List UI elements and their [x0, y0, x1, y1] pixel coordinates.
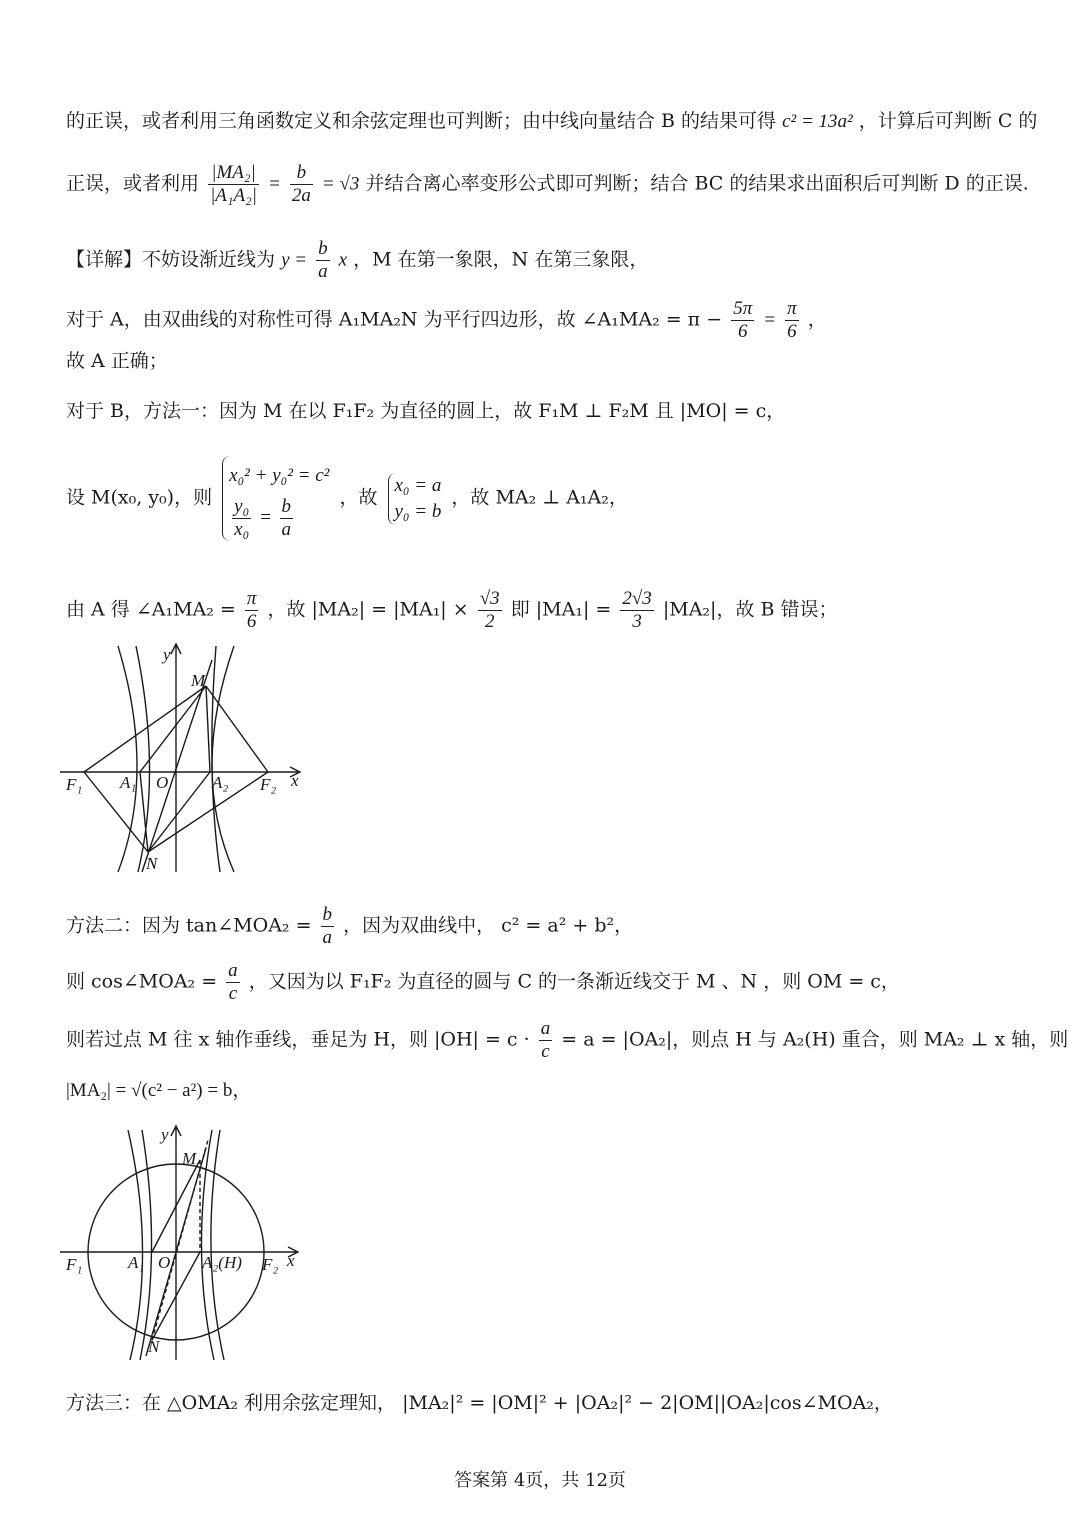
line7-system-1 — [222, 456, 329, 541]
line7-text-b: ，故 — [339, 486, 378, 509]
text-line-10 — [66, 960, 900, 1005]
fig1-hyperbola-right-branch — [212, 646, 234, 872]
line7-sys4: y₀ = b — [394, 500, 442, 522]
text-line-2 — [66, 162, 1029, 207]
line2-frac1-num: |MA₂| — [208, 162, 259, 185]
line8-text-b: ，故 |MA₂| = |MA₁| × — [267, 598, 469, 621]
line11-fraction — [539, 1018, 553, 1063]
line7-sys2 — [229, 496, 329, 541]
line8-text-a: 由 A 得 ∠A₁MA₂ = — [66, 598, 236, 621]
line4-text-a: 对于 A，由双曲线的对称性可得 A₁MA₂N 为平行四边形，故 ∠A₁MA₂ = π − — [66, 308, 723, 331]
line7-sys1: x₀² + y₀² = c² — [229, 465, 330, 486]
text-line-1 — [66, 108, 1037, 135]
line8-fraction-1 — [245, 588, 259, 633]
fig2-hyperbola-left-branch — [140, 1130, 152, 1360]
line10-fraction — [226, 960, 240, 1005]
fig2-label-y: y — [161, 1125, 169, 1144]
fig1-label-A1: A₁ — [120, 773, 137, 792]
fig1-label-y: y — [163, 645, 171, 664]
line4-frac1-den: 6 — [737, 321, 748, 342]
line4-fraction-1 — [731, 298, 754, 343]
line7-text-a: 设 M(x₀, y₀)，则 — [66, 486, 213, 509]
line3-frac-den: a — [318, 261, 328, 282]
line2-sqrt: = √3 — [321, 173, 360, 195]
text-line-4 — [66, 298, 827, 343]
line3-frac-num: b — [318, 238, 328, 259]
line4-frac1-num: 5π — [733, 298, 753, 319]
line7-system-2 — [388, 473, 442, 525]
line3-x: x — [338, 249, 348, 271]
fig1-label-x: x — [291, 771, 299, 790]
line10-text-b: ，又因为以 F₁F₂ 为直径的圆与 C 的一条渐近线交于 M 、N ，则 OM = c， — [248, 970, 900, 993]
fig1-hyperbola-right-branch-2 — [212, 646, 220, 872]
line2-text-b: 并结合离心率变形公式即可判断；结合 BC 的结果求出面积后可判断 D 的正误. — [365, 172, 1029, 195]
fig2-label-F1: F₁ — [66, 1255, 83, 1274]
text-line-7 — [66, 456, 628, 541]
line8-frac1-num: π — [246, 588, 257, 609]
line8-frac2-den: 2 — [484, 611, 495, 632]
fig1-line-F2M — [206, 686, 268, 772]
line11-text-a: 则若过点 M 往 x 轴作垂线，垂足为 H，则 |OH| = c · — [66, 1028, 530, 1051]
line10-text-a: 则 cos∠MOA₂ = — [66, 970, 218, 993]
line10-frac-num: a — [228, 960, 238, 981]
fig1-label-F2: F₂ — [260, 775, 277, 794]
fig2-label-O: O — [158, 1253, 171, 1272]
fig1-label-O: O — [156, 773, 169, 792]
line4-fraction-2 — [785, 298, 799, 343]
fig1-label-N: N — [146, 854, 158, 873]
fig2-label-N: N — [148, 1337, 160, 1356]
line4-eq: = — [763, 309, 777, 331]
line3-text-b: ，M 在第一象限，N 在第三象限， — [353, 248, 649, 271]
fig2-label-M: M — [182, 1149, 197, 1168]
line2-frac2-den: 2a — [291, 185, 311, 206]
line4-frac2-den: 6 — [787, 321, 797, 342]
line1-equation: c² = 13a² — [782, 111, 853, 132]
line4-frac2-num: π — [787, 298, 797, 319]
fig2-label-x: x — [287, 1251, 295, 1270]
line8-text-c: 即 |MA₁| = — [510, 598, 612, 621]
line2-eq: = — [267, 173, 281, 195]
line8-fraction-2 — [478, 588, 502, 633]
line7-sys2-num: y₀ — [234, 496, 250, 517]
fig1-label-A2: A₂ — [212, 773, 229, 792]
line9-text-a: 方法二：因为 tan∠MOA₂ = — [66, 914, 312, 937]
line3-text-a: 【详解】不妨设渐近线为 — [66, 248, 276, 271]
fig1-label-M: M — [191, 671, 206, 690]
line7-sys2-den: x₀ — [234, 519, 250, 540]
line2-frac1-den: |A₁A₂| — [210, 185, 257, 206]
text-line-9 — [66, 904, 633, 949]
line7-sys2b-den: a — [281, 519, 292, 540]
line10-frac-den: c — [228, 983, 238, 1004]
line7-sys2-eq: = — [258, 506, 272, 528]
line4-text-b: ， — [807, 308, 827, 331]
line8-fraction-3 — [620, 588, 653, 633]
fig2-hyperbola-right-branch — [201, 1130, 214, 1360]
fig1-label-F1: F₁ — [66, 775, 83, 794]
line9-fraction — [321, 904, 335, 949]
text-line-11 — [66, 1018, 1068, 1063]
line8-frac3-num: 2√3 — [622, 588, 652, 609]
fig1-hyperbola-left-branch-2 — [136, 646, 150, 872]
text-line-13: 方法三：在 △OMA₂ 利用余弦定理知， |MA₂|² = |OM|² + |OA₂|² − 2|OM||OA₂|cos∠MOA₂， — [66, 1392, 893, 1414]
line8-frac1-den: 6 — [246, 611, 257, 632]
line11-frac-num: a — [540, 1018, 551, 1039]
line9-frac-den: a — [322, 927, 333, 948]
text-line-5: 故 A 正确； — [66, 350, 168, 372]
line8-frac2-num: √3 — [479, 588, 500, 609]
fig2-label-F2: F₂ — [262, 1255, 279, 1274]
text-line-8 — [66, 588, 838, 633]
line2-text-a: 正误，或者利用 — [66, 172, 200, 195]
figure-2-circle-hyperbola-diagram — [60, 1120, 310, 1365]
line9-frac-num: b — [322, 904, 333, 925]
line7-text-c: ，故 MA₂ ⊥ A₁A₂， — [451, 486, 628, 509]
text-line-6: 对于 B，方法一：因为 M 在以 F₁F₂ 为直径的圆上，故 F₁M ⊥ F₂M 且 |MO| = c， — [66, 400, 786, 422]
fig2-hyperbola-right-branch-2 — [211, 1130, 224, 1360]
fig1-line-F1N — [84, 772, 148, 852]
line7-sys2b-num: b — [281, 496, 292, 517]
text-line-3 — [66, 238, 648, 283]
line3-eq: y = — [281, 249, 308, 271]
page-footer: 答案第 4页，共 12页 — [454, 1470, 626, 1491]
fig2-label-A1: A₁ — [128, 1253, 145, 1272]
line9-text-b: ，因为双曲线中， c² = a² + b²， — [343, 914, 634, 937]
line11-text-b: = a = |OA₂|，则点 H 与 A₂(H) 重合，则 MA₂ ⊥ x 轴，则 — [561, 1028, 1069, 1051]
line11-frac-den: c — [541, 1041, 550, 1062]
line2-fraction-2 — [290, 162, 313, 207]
figure-1-hyperbola-diagram — [60, 640, 320, 880]
line2-fraction-1 — [208, 162, 259, 207]
line8-frac3-den: 3 — [632, 611, 642, 632]
line7-sys3: x₀ = a — [394, 474, 442, 496]
line1-text-b: ，计算后可判断 C 的 — [858, 110, 1038, 132]
fig2-label-A2H: A₂(H) — [202, 1253, 242, 1272]
line8-text-d: |MA₂|，故 B 错误； — [662, 598, 838, 621]
fig1-line-A2M — [206, 686, 210, 772]
fig2-hyperbola-left-branch-2 — [128, 1130, 143, 1360]
text-line-12: |MA₂| = √(c² − a²) = b， — [66, 1080, 252, 1101]
fig1-hyperbola-left-branch — [118, 646, 137, 872]
fig1-line-A1M — [140, 686, 206, 772]
line3-fraction — [316, 238, 330, 283]
line1-text-a: 的正误，或者利用三角函数定义和余弦定理也可判断；由中线向量结合 B 的结果可得 — [66, 110, 777, 132]
line2-frac2-num: b — [290, 162, 313, 185]
